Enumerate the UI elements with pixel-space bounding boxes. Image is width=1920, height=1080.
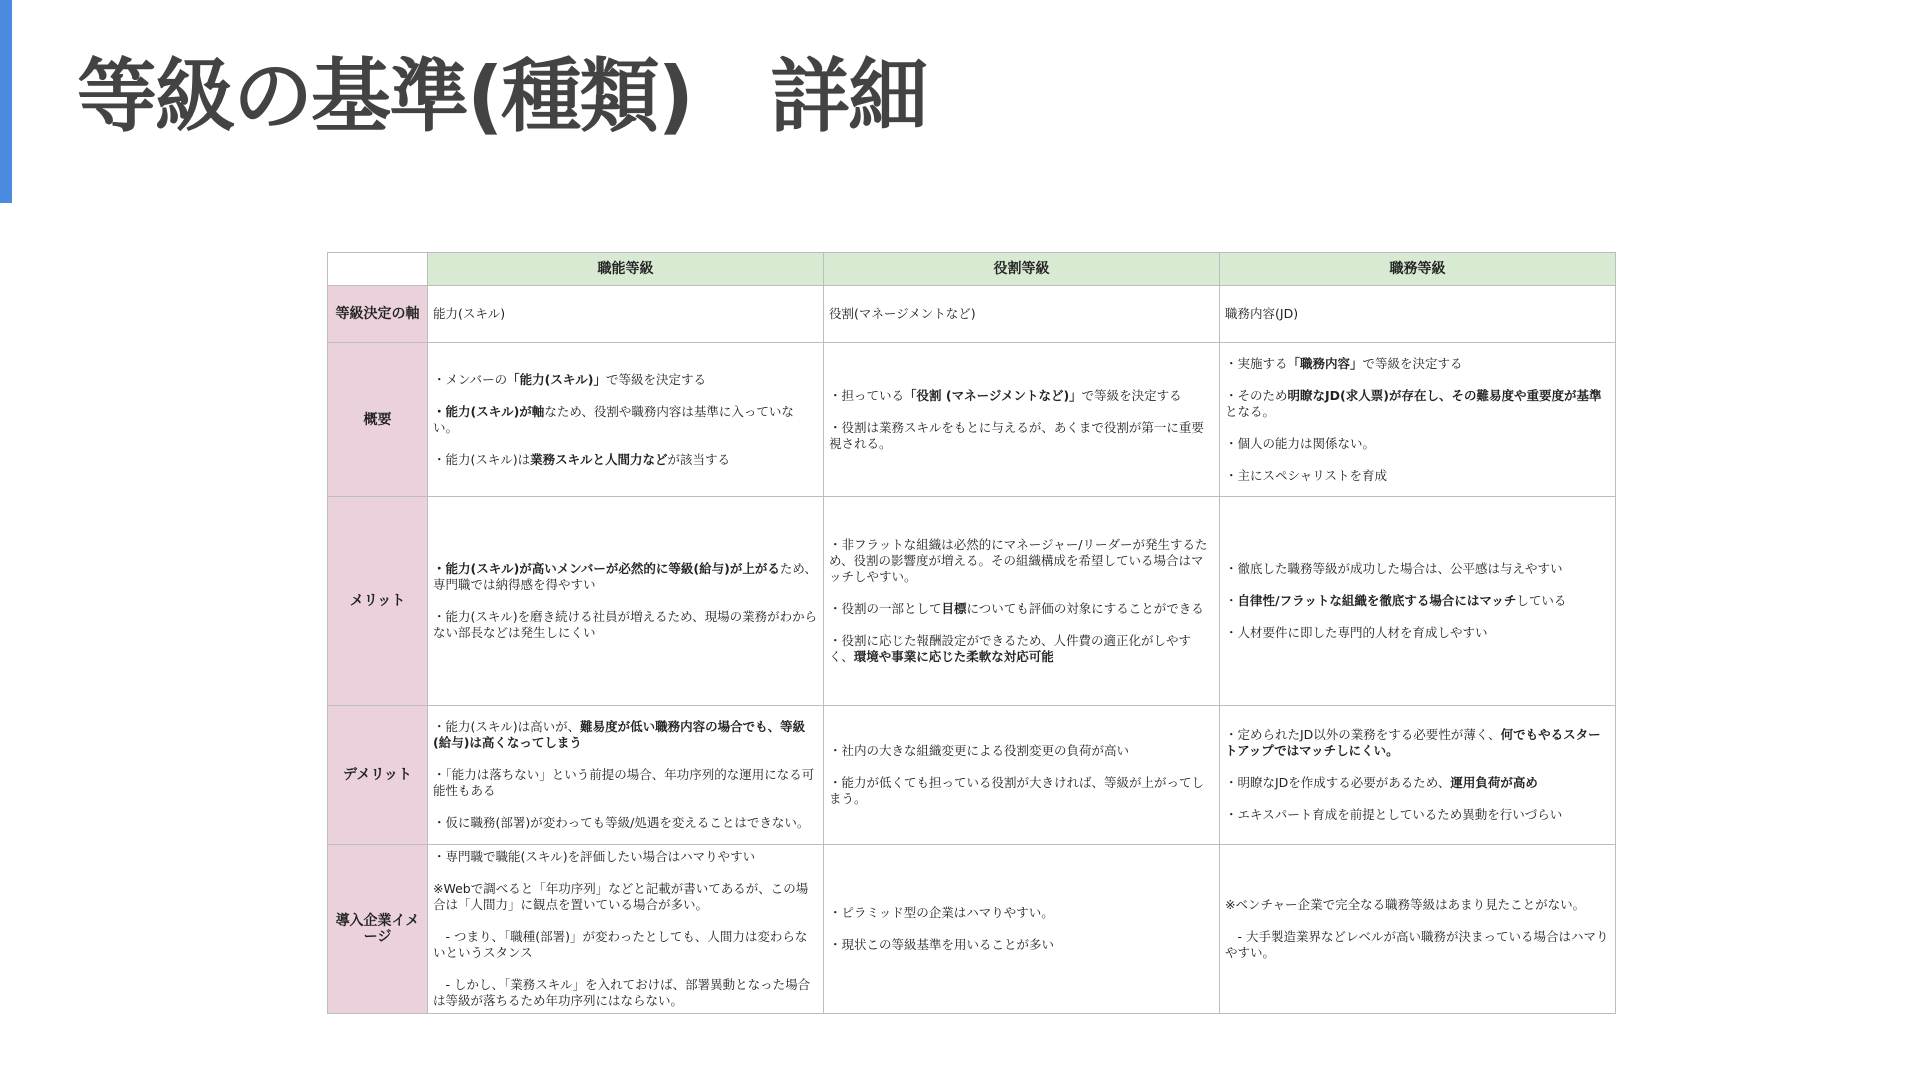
bullet: ・仮に職務(部署)が変わっても等級/処遇を変えることはできない。	[433, 815, 810, 830]
bullet: ・メンバーの「能力(スキル)」で等級を決定する	[433, 371, 706, 387]
cell-demerit-shokunou	[428, 706, 824, 845]
bullet: ・明瞭なJDを作成する必要があるため、運用負荷が高め	[1225, 775, 1538, 790]
bullet: ※ベンチャー企業で完全なる職務等級はあまり見たことがない。	[1225, 897, 1586, 912]
comparison-table	[327, 252, 1616, 1014]
bullet: ・役割は業務スキルをもとに与えるが、あくまで役割が第一に重要視される。	[829, 419, 1204, 451]
row-header-demerit: デメリット	[328, 706, 428, 845]
bullet: ・「能力は落ちない」という前提の場合、年功序列的な運用になる可能性もある	[433, 767, 815, 798]
bullet: ・専門職で職能(スキル)を評価したい場合はハマりやすい	[433, 849, 756, 864]
bullet: ・能力(スキル)は高いが、難易度が低い職務内容の場合でも、等級(給与)は高くなってしまう	[433, 719, 806, 750]
bullet: ・個人の能力は関係ない。	[1225, 435, 1376, 451]
cell-merit-shokunou	[428, 497, 824, 706]
bullet: ・人材要件に即した専門的人材を育成しやすい	[1225, 625, 1488, 640]
bullet: ・能力(スキル)は業務スキルと人間力などが該当する	[433, 451, 731, 467]
bullet: ・能力が低くても担っている役割が大きければ、等級が上がってしまう。	[829, 775, 1205, 806]
cell-image-yakuwari	[824, 845, 1220, 1014]
bullet: ・現状この等級基準を用いることが多い	[829, 937, 1055, 952]
bullet: ・主にスペシャリストを育成	[1225, 467, 1388, 483]
bullet: ・そのため明瞭なJD(求人票)が存在し、その難易度や重要度が基準となる。	[1225, 387, 1602, 419]
bullet: ・定められたJD以外の業務をする必要性が薄く、何でもやるスタートアップではマッチしにくい。	[1225, 727, 1601, 758]
bullet: ・非フラットな組織は必然的にマネージャー/リーダーが発生するため、役割の影響度が増える。その組織構成を希望している場合はマッチしやすい。	[829, 537, 1208, 584]
cell-image-shokunou	[428, 845, 824, 1014]
bullet: ・エキスパート育成を前提としているため異動を行いづらい	[1225, 807, 1563, 822]
cell-axis-yakuwari: 役割(マネージメントなど)	[824, 286, 1220, 343]
bullet: ・能力(スキル)が軸なため、役割や職務内容は基準に入っていない。	[433, 403, 794, 435]
bullet: ・担っている「役割 (マネージメントなど)」で等級を決定する	[829, 387, 1182, 403]
cell-axis-shokunou: 能力(スキル)	[428, 286, 824, 343]
bullet: - つまり、「職種(部署)」が変わったとしても、人間力は変わらないというスタンス	[433, 929, 808, 960]
cell-overview-yakuwari	[824, 343, 1220, 497]
bullet: ・能力(スキル)が高いメンバーが必然的に等級(給与)が上がるため、専門職では納得感を得やすい	[433, 561, 817, 592]
cell-demerit-yakuwari	[824, 706, 1220, 845]
bullet: ・実施する「職務内容」で等級を決定する	[1225, 355, 1463, 371]
table-row-demerit	[328, 706, 1616, 845]
cell-merit-shokumu	[1220, 497, 1616, 706]
cell-overview-shokumu	[1220, 343, 1616, 497]
bullet: - しかし、「業務スキル」を入れておけば、部署異動となった場合は等級が落ちるため年功序列にはならない。	[433, 977, 811, 1008]
cell-overview-shokunou	[428, 343, 824, 497]
cell-image-shokumu	[1220, 845, 1616, 1014]
accent-bar	[0, 0, 12, 203]
header-row	[328, 253, 1616, 286]
bullet: ・能力(スキル)を磨き続ける社員が増えるため、現場の業務がわからない部長などは発生しにくい	[433, 609, 818, 640]
bullet: ・徹底した職務等級が成功した場合は、公平感は与えやすい	[1225, 561, 1563, 576]
table-row-merit	[328, 497, 1616, 706]
row-header-merit: メリット	[328, 497, 428, 706]
row-header-adoption-image: 導入企業イメージ	[328, 845, 428, 1014]
column-header-shokumu: 職務等級	[1220, 253, 1616, 286]
header-corner	[328, 253, 428, 286]
page-title: 等級の基準(種類) 詳細	[77, 50, 927, 143]
column-header-shokunou: 職能等級	[428, 253, 824, 286]
cell-demerit-shokumu	[1220, 706, 1616, 845]
row-header-axis: 等級決定の軸	[328, 286, 428, 343]
bullet: - 大手製造業界などレベルが高い職務が決まっている場合はハマりやすい。	[1225, 929, 1609, 960]
cell-axis-shokumu: 職務内容(JD)	[1220, 286, 1616, 343]
bullet: ・ピラミッド型の企業はハマりやすい。	[829, 905, 1054, 920]
bullet: ・社内の大きな組織変更による役割変更の負荷が高い	[829, 743, 1130, 758]
table-row-adoption-image	[328, 845, 1616, 1014]
bullet: ※Webで調べると「年功序列」などと記載が書いてあるが、この場合は「人間力」に観点を置いている場合が多い。	[433, 881, 809, 912]
column-header-yakuwari: 役割等級	[824, 253, 1220, 286]
bullet: ・役割の一部として目標についても評価の対象にすることができる	[829, 601, 1204, 616]
table-row-axis	[328, 286, 1616, 343]
table-row-overview	[328, 343, 1616, 497]
row-header-overview: 概要	[328, 343, 428, 497]
bullet: ・役割に応じた報酬設定ができるため、人件費の適正化がしやすく、環境や事業に応じた柔軟な対応可能	[829, 633, 1192, 664]
bullet: ・自律性/フラットな組織を徹底する場合にはマッチしている	[1225, 593, 1567, 608]
cell-merit-yakuwari	[824, 497, 1220, 706]
